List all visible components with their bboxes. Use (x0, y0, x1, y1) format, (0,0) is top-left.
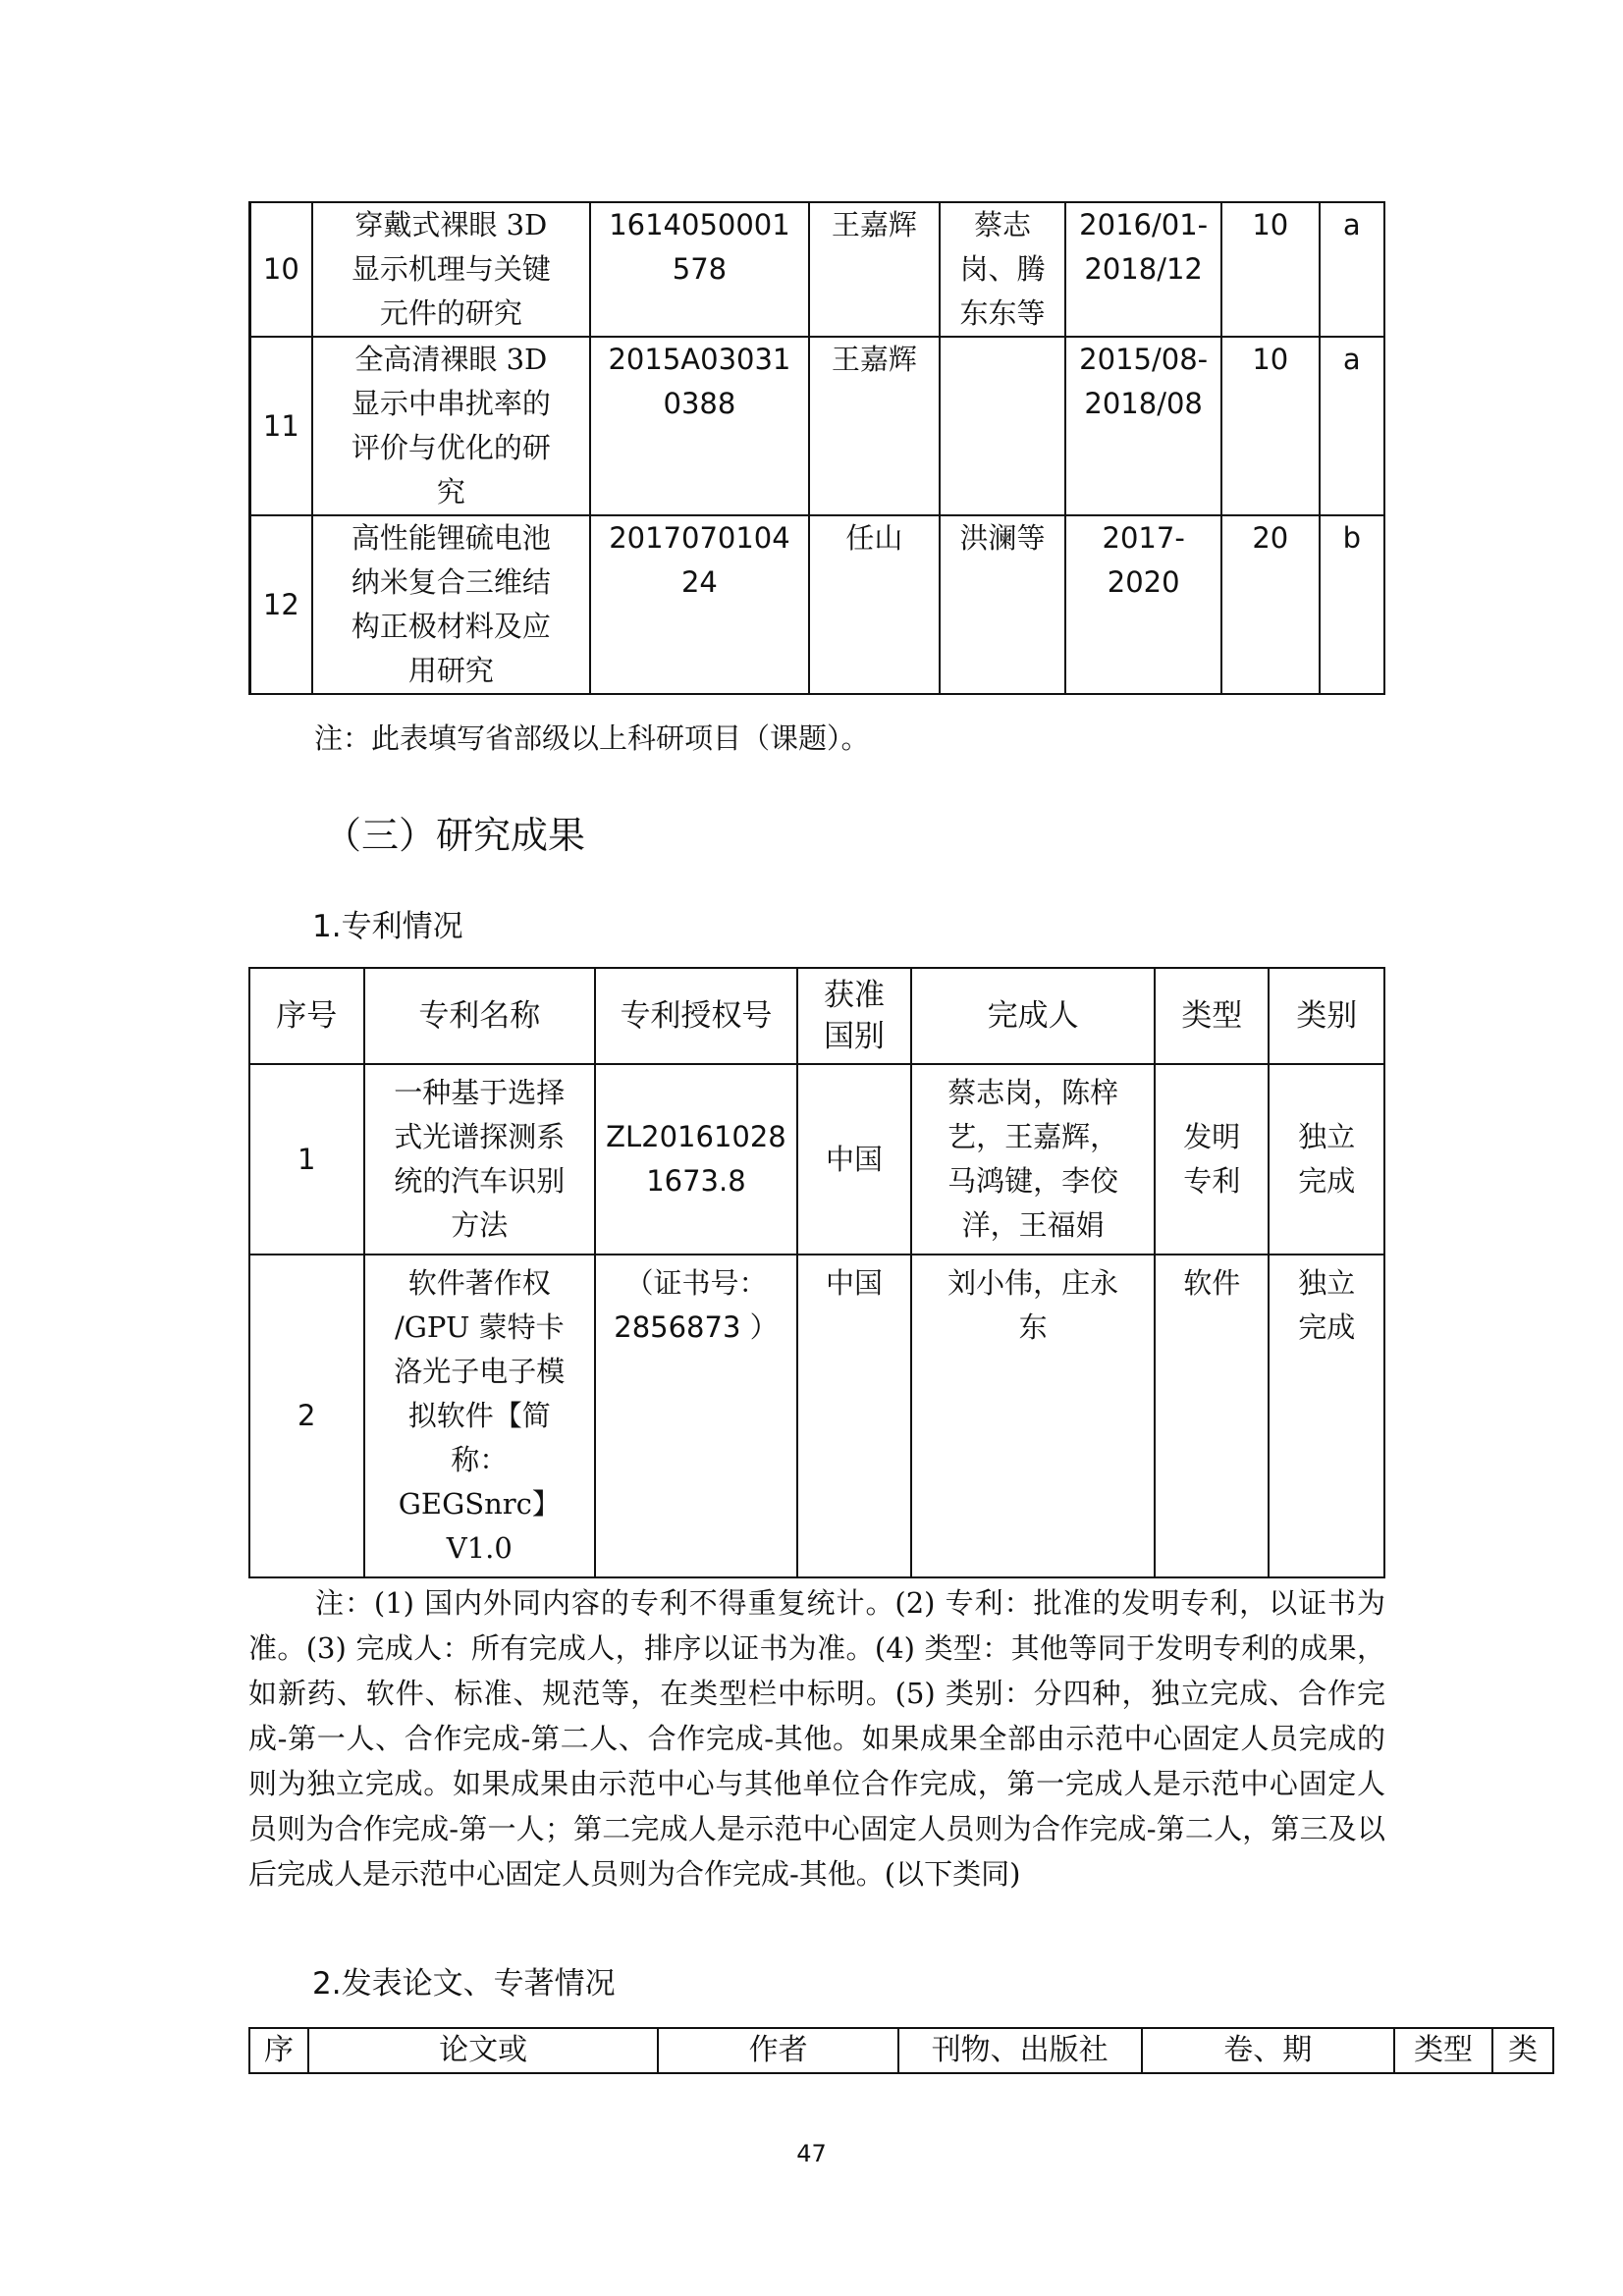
patent-category (1269, 1255, 1384, 1577)
patent-category (1269, 1064, 1384, 1255)
project-name-line: 元件的研究 (379, 296, 522, 330)
papers-header-volume: 卷、期 (1142, 2028, 1395, 2073)
project-funds: 10 (1221, 337, 1320, 515)
papers-header-type: 类型 (1394, 2028, 1492, 2073)
papers-subtitle: 2.发表论文、专著情况 (312, 1966, 616, 2002)
patent-name-line: 拟软件【简 (407, 1399, 551, 1432)
patent-type-line: 专利 (1183, 1164, 1241, 1198)
project-period (1065, 515, 1221, 694)
papers-header-serial: 序 (249, 2028, 308, 2073)
header-serial: 序号 (249, 968, 364, 1064)
patent-type-line: 软件 (1183, 1266, 1241, 1300)
table-row (249, 1255, 1384, 1577)
patent-name (364, 1255, 596, 1577)
project-period-line: 2018/12 (1084, 252, 1203, 286)
patent-inventors (911, 1255, 1155, 1577)
patent-inventors-line: 马鸿键，李佼 (947, 1164, 1119, 1198)
page-number: 47 (796, 2140, 827, 2167)
project-name-line: 全高清裸眼 3D (354, 343, 548, 376)
header-country-line: 获准 (824, 978, 886, 1013)
project-period-line: 2020 (1107, 565, 1180, 599)
table-row (250, 337, 1385, 515)
patent-number-line: ZL20161028 (606, 1120, 786, 1153)
patent-category-line: 完成 (1298, 1310, 1356, 1344)
project-leader: 王嘉辉 (809, 202, 940, 337)
papers-header-journal: 刊物、出版社 (898, 2028, 1142, 2073)
table-row (249, 1064, 1384, 1255)
header-country (797, 968, 912, 1064)
patent-name-line: 软件著作权 (407, 1266, 551, 1300)
project-name-line: 究 (436, 475, 465, 508)
project-period-line: 2017- (1102, 521, 1185, 555)
header-category: 类别 (1269, 968, 1384, 1064)
project-name-line: 用研究 (407, 654, 494, 687)
project-name-line: 高性能锂硫电池 (351, 521, 551, 555)
papers-header-authors: 作者 (658, 2028, 898, 2073)
project-members-line: 岗、腾 (959, 252, 1046, 286)
patents-table (248, 967, 1385, 1578)
patent-country: 中国 (797, 1255, 912, 1577)
project-period-line: 2018/08 (1084, 387, 1203, 420)
patents-header-row (249, 968, 1384, 1064)
patent-number-line: 2856873 ） (614, 1310, 779, 1344)
project-members-line: 蔡志 (974, 208, 1032, 241)
papers-header-title: 论文或 (308, 2028, 658, 2073)
patent-name-line: 洛光子电子模 (394, 1355, 566, 1388)
project-no: 10 (250, 202, 312, 337)
patent-name-line: V1.0 (446, 1531, 513, 1565)
patent-inventors-line: 艺，王嘉辉， (947, 1120, 1119, 1153)
patent-name-line: 统的汽车识别 (394, 1164, 566, 1198)
patent-inventors-line: 洋，王福娟 (961, 1208, 1105, 1242)
project-members (940, 515, 1066, 694)
patent-number-line: （证书号： (624, 1266, 768, 1300)
section-title-research-results: （三）研究成果 (324, 814, 586, 857)
project-name-line: 显示中串扰率的 (351, 387, 551, 420)
project-name-line: 穿戴式裸眼 3D (354, 208, 548, 241)
table-row (250, 202, 1385, 337)
project-leader: 王嘉辉 (809, 337, 940, 515)
patent-name-line: 式光谱探测系 (394, 1120, 566, 1153)
project-code (590, 515, 809, 694)
patent-number (595, 1255, 797, 1577)
patent-name-line: 称： (451, 1443, 509, 1476)
patents-subtitle: 1.专利情况 (312, 909, 463, 944)
patent-name-line: 一种基于选择 (394, 1076, 566, 1109)
header-patent-name: 专利名称 (364, 968, 596, 1064)
patent-inventors-line: 刘小伟，庄永 (947, 1266, 1119, 1300)
patent-name (364, 1064, 596, 1255)
project-funds: 10 (1221, 202, 1320, 337)
header-country-line: 国别 (824, 1019, 886, 1054)
project-category: a (1320, 202, 1384, 337)
project-name (312, 202, 590, 337)
project-code (590, 202, 809, 337)
project-members-line: 洪澜等 (959, 521, 1046, 555)
patent-type (1155, 1064, 1270, 1255)
header-patent-number: 专利授权号 (595, 968, 797, 1064)
patent-number-line: 1673.8 (646, 1164, 746, 1198)
patent-type-line: 发明 (1183, 1120, 1241, 1153)
project-members-line: 东东等 (959, 296, 1046, 330)
project-name-line: 评价与优化的研 (351, 431, 551, 464)
papers-header-category: 类 (1492, 2028, 1553, 2073)
table-row (250, 515, 1385, 694)
project-name-line: 构正极材料及应 (351, 610, 551, 643)
patent-no: 1 (249, 1064, 364, 1255)
patent-no: 2 (249, 1255, 364, 1577)
project-funds: 20 (1221, 515, 1320, 694)
project-leader: 任山 (809, 515, 940, 694)
patent-name-line: GEGSnrc】 (398, 1487, 561, 1521)
project-name-line: 纳米复合三维结 (351, 565, 551, 599)
patent-inventors (911, 1064, 1155, 1255)
project-code-line: 0388 (663, 387, 736, 420)
patent-inventors-line: 东 (1018, 1310, 1048, 1344)
project-members (940, 337, 1066, 515)
project-no: 11 (250, 337, 312, 515)
project-code (590, 337, 809, 515)
project-name-line: 显示机理与关键 (351, 252, 551, 286)
patent-type (1155, 1255, 1270, 1577)
project-category: a (1320, 337, 1384, 515)
patent-category-line: 独立 (1298, 1266, 1356, 1300)
patent-name-line: 方法 (451, 1208, 509, 1242)
project-members (940, 202, 1066, 337)
patent-number (595, 1064, 797, 1255)
project-code-line: 2015A03031 (608, 343, 791, 376)
patent-category-line: 完成 (1298, 1164, 1356, 1198)
patent-category-line: 独立 (1298, 1120, 1356, 1153)
project-code-line: 24 (680, 565, 718, 599)
papers-header-row (249, 2028, 1553, 2073)
project-period (1065, 202, 1221, 337)
project-code-line: 2017070104 (609, 521, 790, 555)
project-no: 12 (250, 515, 312, 694)
patents-note: 注：(1) 国内外同内容的专利不得重复统计。(2) 专利：批准的发明专利，以证书为准。(3) 完成人：所有完成人，排序以证书为准。(4) 类型：其他等同于发明专利的成果，如新药、软件、标准、规范等，在类型栏中标明。(5) 类别：分四种，独立完成、合作完成-第一人、合作完成-第二人、合作完成-其他。如果成果全部由示范中心固定人员完成的则为独立完成。如果成果由示范中心与其他单位合作完成，第一完成人是示范中心固定人员则为合作完成-第一人；第二完成人是示范中心固定人员则为合作完成-第二人，第三及以后完成人是示范中心固定人员则为合作完成-其他。(以下类同) (248, 1586, 1385, 1891)
papers-table (248, 2027, 1554, 2074)
project-name (312, 515, 590, 694)
project-period-line: 2015/08- (1079, 343, 1209, 376)
patent-inventors-line: 蔡志岗，陈梓 (947, 1076, 1119, 1109)
project-name (312, 337, 590, 515)
project-category: b (1320, 515, 1384, 694)
project-period (1065, 337, 1221, 515)
research-projects-table (248, 201, 1385, 695)
patent-country: 中国 (797, 1064, 912, 1255)
project-code-line: 578 (672, 252, 728, 286)
patent-name-line: /GPU 蒙特卡 (395, 1310, 565, 1344)
header-inventors: 完成人 (911, 968, 1155, 1064)
project-code-line: 1614050001 (609, 208, 790, 241)
project-period-line: 2016/01- (1079, 208, 1209, 241)
projects-note: 注：此表填写省部级以上科研项目（课题）。 (314, 721, 870, 755)
header-type: 类型 (1155, 968, 1270, 1064)
